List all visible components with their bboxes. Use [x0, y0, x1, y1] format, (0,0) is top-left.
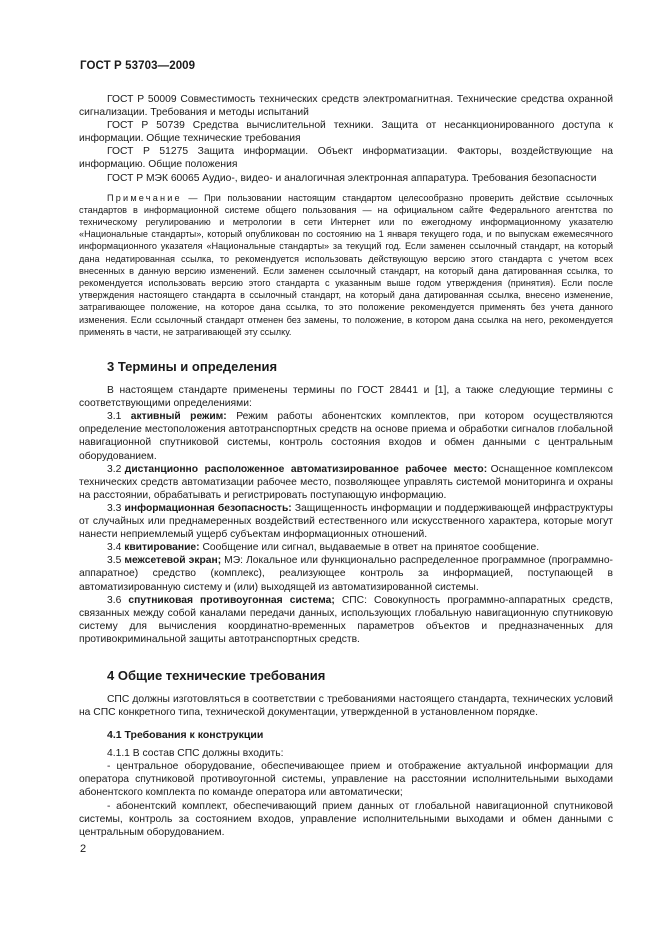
section-3-intro: В настоящем стандарте применены термины по ГОСТ 28441 и [1], а также следующие термины с соответствующими определениями:	[79, 385, 613, 410]
term-definition-3-1	[79, 410, 613, 462]
page-number: 2	[80, 843, 87, 855]
section-4-intro: СПС должны изготовляться в соответствии с требованиями настоящего стандарта, технических условий на СПС конкретного типа, технической документации, утвержденной в установленном порядке.	[79, 693, 613, 719]
term-definition: Оснащенное комплексом технических средств автоматизации рабочее место, позволяющее управлять системой мониторинга и охраны на расстоянии, обрабатывать и регистрировать поступающую информацию.	[79, 463, 613, 501]
normative-reference-1: ГОСТ Р 50009 Совместимость технических средств электромагнитная. Технические средства охранной сигнализации. Требования и методы испытаний	[79, 94, 613, 119]
term-name: спутниковая противоугонная система;	[128, 594, 335, 606]
term-name: дистанционно расположенное автоматизированное рабочее место:	[124, 463, 488, 475]
term-definition: Сообщение или сигнал, выдаваемые в ответ на принятое сообщение.	[199, 542, 540, 554]
term-number: 3.1	[107, 411, 131, 423]
term-name: квитирование:	[124, 542, 200, 554]
term-definition-3-3	[79, 502, 613, 541]
term-definition-3-2	[79, 463, 613, 502]
term-definition-3-6	[79, 594, 613, 646]
term-definition: СПС: Совокупность программно-аппаратных средств, связанных между собой каналами передачи данных, использующих глобальную навигационную спутниковую систему для вычисления координатно-временных параметров объектов и предназначенных для противокриминальной защиты автотранспортных средств.	[79, 594, 613, 645]
term-definition-3-5	[79, 554, 613, 593]
term-definition: МЭ: Локальное или функционально распределенное программное (программно-аппаратное) средство (комплекс), реализующее контроль за информацией, поступающей в автоматизированную систему и (или) выходящей из автоматизированной системы.	[79, 555, 613, 593]
list-item-subscriber-kit: - абонентский комплект, обеспечивающий прием данных от глобальной навигационной спутниковой системы, контроль за состоянием входов, управление исполнительными выходами и обмен данными с центральным оборудованием.	[79, 800, 613, 838]
reference-note	[79, 192, 613, 338]
term-number: 3.2	[107, 463, 125, 475]
term-name: активный режим:	[130, 411, 227, 423]
document-body	[79, 93, 613, 839]
normative-reference-2: ГОСТ Р 50739 Средства вычислительной техники. Защита от несанкционированного доступа к информации. Общие технические требования	[79, 120, 613, 145]
normative-reference-4: ГОСТ Р МЭК 60065 Аудио-, видео- и аналогичная электронная аппаратура. Требования безопасности	[107, 172, 597, 184]
list-item-central-equipment: - центральное оборудование, обеспечивающее прием и отображение актуальной информации для оператора спутниковой противоугонной системы, управление на расстоянии исполнительными выходами абонентского комплекта по команде оператора или автоматически;	[79, 761, 613, 799]
term-definition: Режим работы абонентских комплектов, при котором осуществляются определение местоположения автотранспортных средств на основе приема и обработки сигналов глобальной навигационной спутниковой системы, контроль состояния входов и обмен данными с центральным оборудованием.	[79, 411, 613, 462]
normative-reference-3: ГОСТ Р 51275 Защита информации. Объект информатизации. Факторы, воздействующие на информацию. Общие положения	[79, 146, 613, 171]
clause-4-1-1: 4.1.1 В состав СПС должны входить:	[107, 748, 284, 760]
document-code-header: ГОСТ Р 53703—2009	[80, 60, 196, 72]
term-definition-3-4	[79, 541, 613, 554]
term-number: 3.5	[107, 555, 125, 567]
term-number: 3.3	[107, 502, 125, 514]
term-name: информационная безопасность:	[124, 502, 292, 514]
term-name: межсетевой экран;	[124, 555, 222, 567]
section-3-heading: 3 Термины и определения	[107, 359, 278, 375]
note-text: — При пользовании настоящим стандартом целесообразно проверить действие ссылочных стандартов в информационной системе общего пользования — на официальном сайте Федерального агентства по техническому регулированию и метрологии в сети Интернет или по ежегодному информационному указателю «Национальные стандарты», который опубликован по состоянию на 1 января текущего года, и по выпускам ежемесячного информационного указателя «Национальные стандарты» за текущий год. Если заменен ссылочный стандарт, на который дана недатированная ссылка, то рекомендуется использовать действующую версию этого стандарта с учетом всех внесенных в данную версию изменений. Если заменен ссылочный стандарт, на который дана датированная ссылка, то рекомендуется использовать версию этого стандарта с указанным выше годом утверждения (принятия). Если после утверждения настоящего стандарта в ссылочный стандарт, на который дана датированная ссылка, внесено изменение, затрагивающее положение, на которое дана ссылка, то это положение рекомендуется применять без учета данного изменения. Если ссылочный стандарт отменен без замены, то положение, в котором дана ссылка на него, рекомендуется применять в части, не затрагивающей эту ссылку.	[79, 192, 613, 337]
note-label: Примечание	[107, 192, 182, 203]
term-number: 3.6	[107, 594, 129, 606]
term-number: 3.4	[107, 542, 125, 554]
subsection-4-1-heading: 4.1 Требования к конструкции	[107, 729, 264, 742]
section-4-heading: 4 Общие технические требования	[107, 667, 326, 683]
term-definition: Защищенность информации и поддерживающей инфраструктуры от случайных или преднамеренных воздействий естественного или искусственного характера, которые могут нанести неприемлемый ущерб субъектам информационных отношений.	[79, 502, 613, 541]
